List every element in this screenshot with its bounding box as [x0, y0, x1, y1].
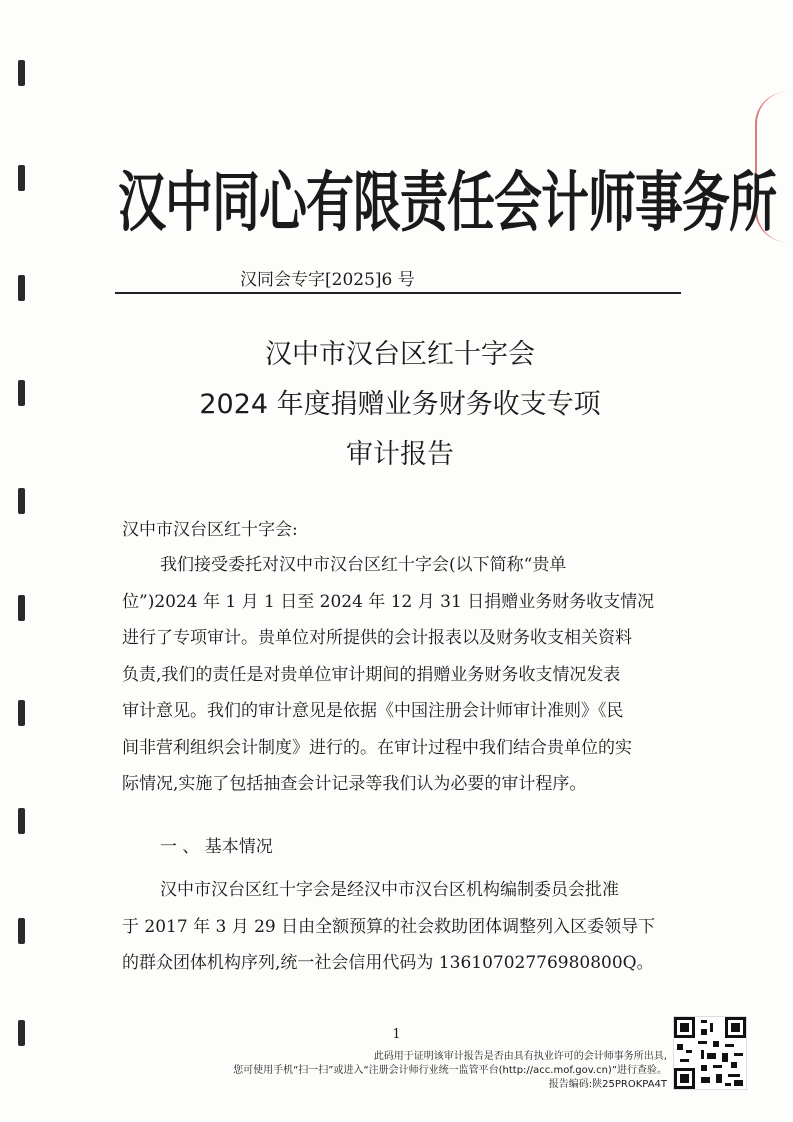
section-heading: 一 、 基本情况 [160, 837, 273, 857]
document-number: 汉同会专字[2025]6 号 [240, 270, 415, 290]
text-line: 于 2017 年 3 月 29 日由全额预算的社会救助团体调整列入区委领导下 [122, 916, 656, 937]
report-title-line3: 审计报告 [346, 439, 454, 470]
text-line: 负责,我们的责任是对贵单位审计期间的捐赠业务财务收支情况发表 [122, 664, 621, 685]
report-title-line2: 2024 年度捐赠业务财务收支专项 [199, 389, 601, 420]
report-code: 报告编码:陕25PROKPA4T [548, 1079, 667, 1090]
text-line: 汉中市汉台区红十字会是经汉中市汉台区机构编制委员会批准 [160, 880, 619, 900]
binder-hole [18, 808, 25, 834]
header-divider [115, 292, 681, 294]
footer-line2: 您可使用手机“扫一扫”或进入“注册会计师行业统一监管平台(http://acc.mof.gov.cn)”进行查验。 [233, 1065, 667, 1076]
text-line: 际情况,实施了包括抽查会计记录等我们认为必要的审计程序。 [122, 774, 587, 794]
binder-hole [18, 380, 25, 406]
report-title-line1: 汉中市汉台区红十字会 [265, 339, 535, 370]
binder-hole [18, 275, 25, 301]
binder-hole [18, 165, 25, 191]
binder-hole [18, 918, 25, 944]
firm-name: 汉中同心有限责任会计师事务所 [118, 164, 777, 241]
text-line: 的群众团体机构序列,统一社会信用代码为 13610702776980800Q。 [122, 953, 654, 973]
text-line: 我们接受委托对汉中市汉台区红十字会(以下简称“贵单 [160, 555, 567, 575]
text-line: 审计意见。我们的审计意见是依据《中国注册会计师审计准则》《民 [122, 701, 624, 721]
binder-hole [18, 60, 25, 86]
binder-hole [18, 700, 25, 726]
text-line: 位”)2024 年 1 月 1 日至 2024 年 12 月 31 日捐赠业务财务收支情况 [122, 591, 655, 612]
text-line: 间非营利组织会计制度》进行的。在审计过程中我们结合贵单位的实 [122, 737, 632, 758]
text-line: 进行了专项审计。贵单位对所提供的会计报表以及财务收支相关资料 [122, 628, 632, 648]
binder-hole [18, 595, 25, 621]
paragraph-basic-info [122, 872, 682, 982]
footer-line1: 此码用于证明该审计报告是否由具有执业许可的会计师事务所出具, [373, 1051, 667, 1062]
page-number: 1 [392, 1027, 401, 1042]
qr-code-icon[interactable] [673, 1016, 747, 1090]
salutation: 汉中市汉台区红十字会: [122, 520, 298, 540]
paragraph-engagement [122, 547, 682, 803]
binder-hole [18, 488, 25, 514]
